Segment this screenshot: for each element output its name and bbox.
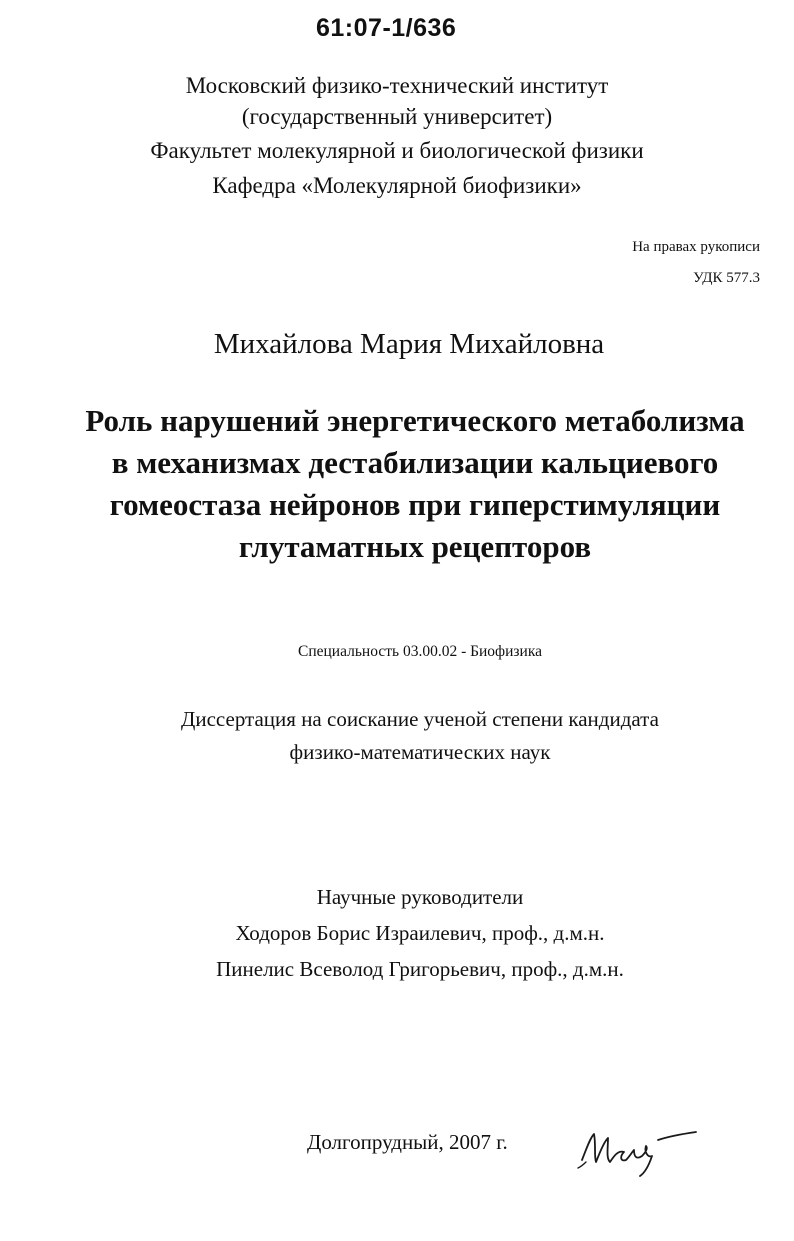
institution-name: Московский физико-технический институт: [185, 73, 609, 98]
title-line: в механизмах дестабилизации кальциевого: [111, 445, 719, 480]
degree-line: физико-математических наук: [289, 740, 551, 764]
supervisors-heading: Научные руководители: [316, 885, 524, 909]
supervisor-entry: Пинелис Всеволод Григорьевич, проф., д.м.н.: [216, 957, 624, 981]
specialty-line: Специальность 03.00.02 - Биофизика: [298, 643, 542, 660]
udc-code: УДК 577.3: [693, 270, 760, 286]
supervisors-block: [0, 879, 794, 987]
faculty-name: Факультет молекулярной и биологической физики: [150, 138, 644, 163]
title-line: глутаматных рецепторов: [238, 529, 592, 564]
city-year: Долгопрудный, 2007 г.: [307, 1130, 508, 1154]
supervisor-entry: Ходоров Борис Израилевич, проф., д.м.н.: [235, 921, 605, 945]
rights-note: На правах рукописи: [632, 239, 760, 255]
catalog-code: 61:07-1/636: [316, 14, 457, 42]
degree-line: Диссертация на соискание ученой степени кандидата: [181, 707, 659, 731]
title-line: гомеостаза нейронов при гиперстимуляции: [109, 487, 721, 522]
handwritten-signature: [574, 1122, 704, 1182]
title-line: Роль нарушений энергетического метаболизма: [85, 403, 745, 438]
institution-subtitle: (государственный университет): [241, 104, 553, 129]
department-name: Кафедра «Молекулярной биофизики»: [212, 173, 582, 198]
dissertation-title: [40, 400, 790, 568]
author-name: Михайлова Мария Михайловна: [213, 328, 605, 360]
degree-statement: [0, 703, 794, 769]
